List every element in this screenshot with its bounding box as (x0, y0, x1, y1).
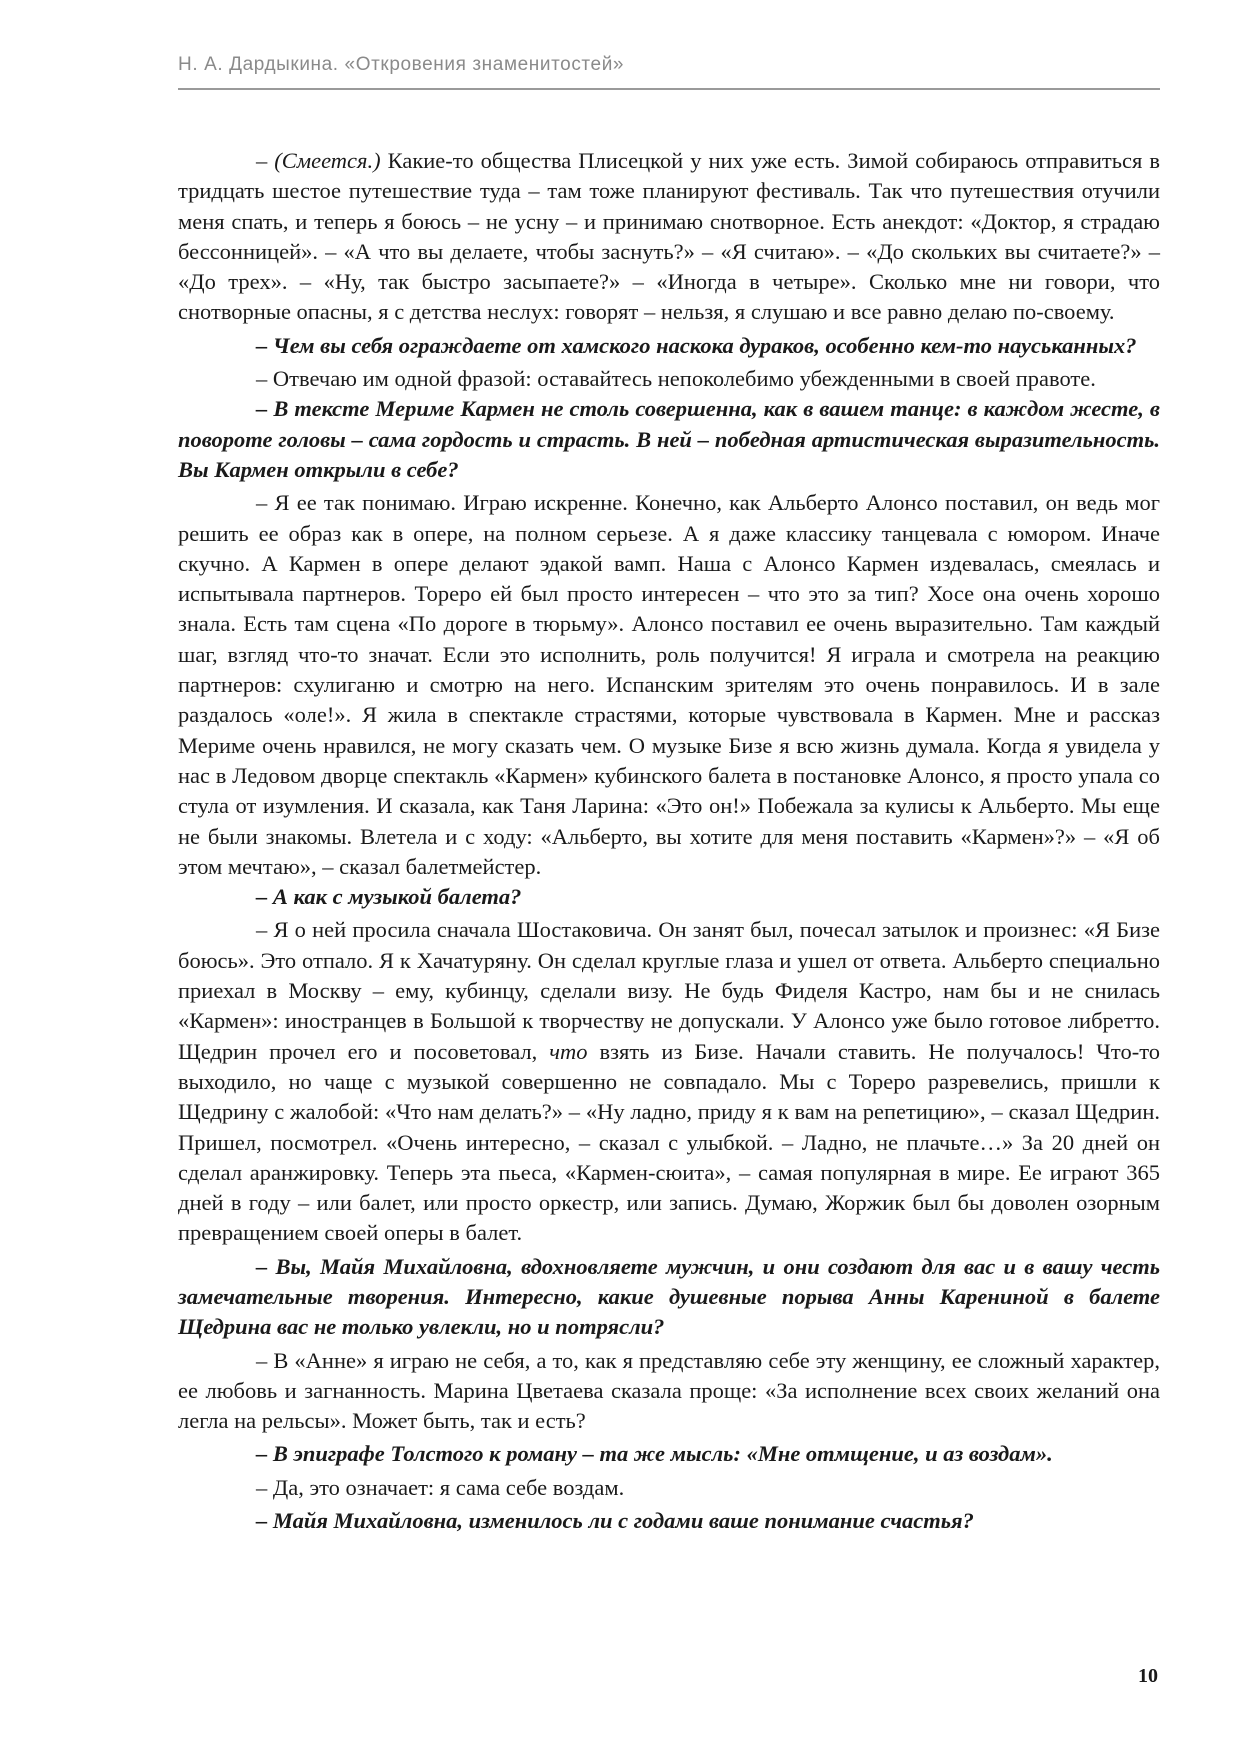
article-body (178, 146, 1160, 1536)
question-paragraph: – А как с музыкой балета? (256, 884, 522, 910)
question-paragraph: – Чем вы себя ограждаете от хамского наскока дураков, особенно кем-то науськанных? (256, 332, 1137, 358)
emphasis: что (549, 1038, 588, 1064)
answer-paragraph: – Я ее так понимаю. Играю искренне. Конечно, как Альберто Алонсо поставил, он ведь мог решить ее образ как в опере, на полном серьезе. А я даже классику танцевала с юмором. Иначе скучно. А Кармен в опере делают эдакой вамп. Наша с Алонсо Кармен издевалась, смеялась и испытывала партнеров. Тореро ей был просто интересен – что это за тип? Хосе она очень хорошо знала. Есть там сцена «По дороге в тюрьму». Алонсо поставил ее очень выразительно. Там каждый шаг, взгляд что-то значат. Если это исполнить, роль получится! Я играла и смотрела на реакцию партнеров: схулиганю и смотрю на него. Испанским зрителям это очень понравилось. И в зале раздалось «оле!». Я жила в спектакле страстями, которые чувствовала в Кармен. Мне и рассказ Мериме очень нравился, не могу сказать чем. О музыке Бизе я всю жизнь думала. Когда я увидела у нас в Ледовом дворце спектакль «Кармен» кубинского балета в постановке Алонсо, я просто упала со стула от изумления. И сказала, как Таня Ларина: «Это он!» Побежала за кулисы к Альберто. Мы еще не были знакомы. Влетела и с ходу: «Альберто, вы хотите для меня поставить «Кармен»?» – «Я об этом мечтаю», – сказал балетмейстер. (178, 490, 1160, 879)
question-paragraph: – В эпиграфе Толстого к роману – та же мысль: «Мне отмщение, и аз воздам». (256, 1441, 1053, 1467)
question-paragraph: – Майя Михайловна, изменилось ли с годами ваше понимание счастья? (256, 1508, 974, 1534)
italic-stage-direction: (Смеется.) (274, 148, 381, 173)
answer-paragraph: – Да, это означает: я сама себе воздам. (256, 1474, 625, 1500)
answer-paragraph: – (Смеется.) Какие-то общества Плисецкой у них уже есть. Зимой собираюсь отправиться в тридцать шестое путешествие туда – там тоже планируют фестиваль. Так что путешествия отучили меня спать, и теперь я боюсь – не усну – и принимаю снотворное. Есть анекдот: «Доктор, я страдаю бессонницей». – «А что вы делаете, чтобы заснуть?» – «Я считаю». – «До скольких вы считаете?» – «До трех». – «Ну, так быстро засыпаете?» – «Иногда в четыре». Сколько мне ни говори, что снотворные опасны, я с детства неслух: говорят – нельзя, я слушаю и все равно делаю по-своему. (178, 148, 1160, 325)
answer-paragraph: – Отвечаю им одной фразой: оставайтесь непоколебимо убежденными в своей правоте. (256, 366, 1096, 392)
answer-paragraph: – Я о ней просила сначала Шостаковича. Он занят был, почесал затылок и произнес: «Я Бизе боюсь». Это отпало. Я к Хачатуряну. Он сделал круглые глаза и ушел от ответа. Альберто специально приехал в Москву – ему, кубинцу, сделали визу. Не будь Фиделя Кастро, нам бы и не снилась «Кармен»: иностранцев в Большой к творчеству не допускали. У Алонсо уже было готовое либретто. Щедрин прочел его и посоветовал, что взять из Бизе. Начали ставить. Не получалось! Что-то выходило, но чаще с музыкой совершенно не совпадало. Мы с Тореро разревелись, пришли к Щедрину с жалобой: «Что нам делать?» – «Ну ладно, приду я к вам на репетицию», – сказал Щедрин. Пришел, посмотрел. «Очень интересно, – сказал с улыбкой. – Ладно, не плачьте…» За 20 дней он сделал аранжировку. Теперь эта пьеса, «Кармен-сюита», – самая популярная в мире. Ее играют 365 дней в году – или балет, или просто оркестр, или запись. Думаю, Жоржик был бы доволен озорным превращением своей оперы в балет. (178, 917, 1160, 1246)
page-number: 10 (1138, 1665, 1158, 1687)
question-paragraph: – В тексте Мериме Кармен не столь совершенна, как в вашем танце: в каждом жесте, в повороте головы – сама гордость и страсть. В ней – победная артистическая выразительность. Вы Кармен открыли в себе? (178, 396, 1160, 482)
running-header: Н. А. Дардыкина. «Откровения знаменитостей» (178, 54, 625, 75)
answer-paragraph: – В «Анне» я играю не себя, а то, как я представляю себе эту женщину, ее сложный характер, ее любовь и загнанность. Марина Цветаева сказала проще: «За исполнение всех своих желаний она легла на рельсы». Может быть, так и есть? (178, 1347, 1160, 1434)
question-paragraph: – Вы, Майя Михайловна, вдохновляете мужчин, и они создают для вас и в вашу честь замечательные творения. Интересно, какие душевные порыва Анны Карениной в балете Щедрина вас не только увлекли, но и потрясли? (178, 1253, 1160, 1340)
header-divider (178, 88, 1160, 90)
